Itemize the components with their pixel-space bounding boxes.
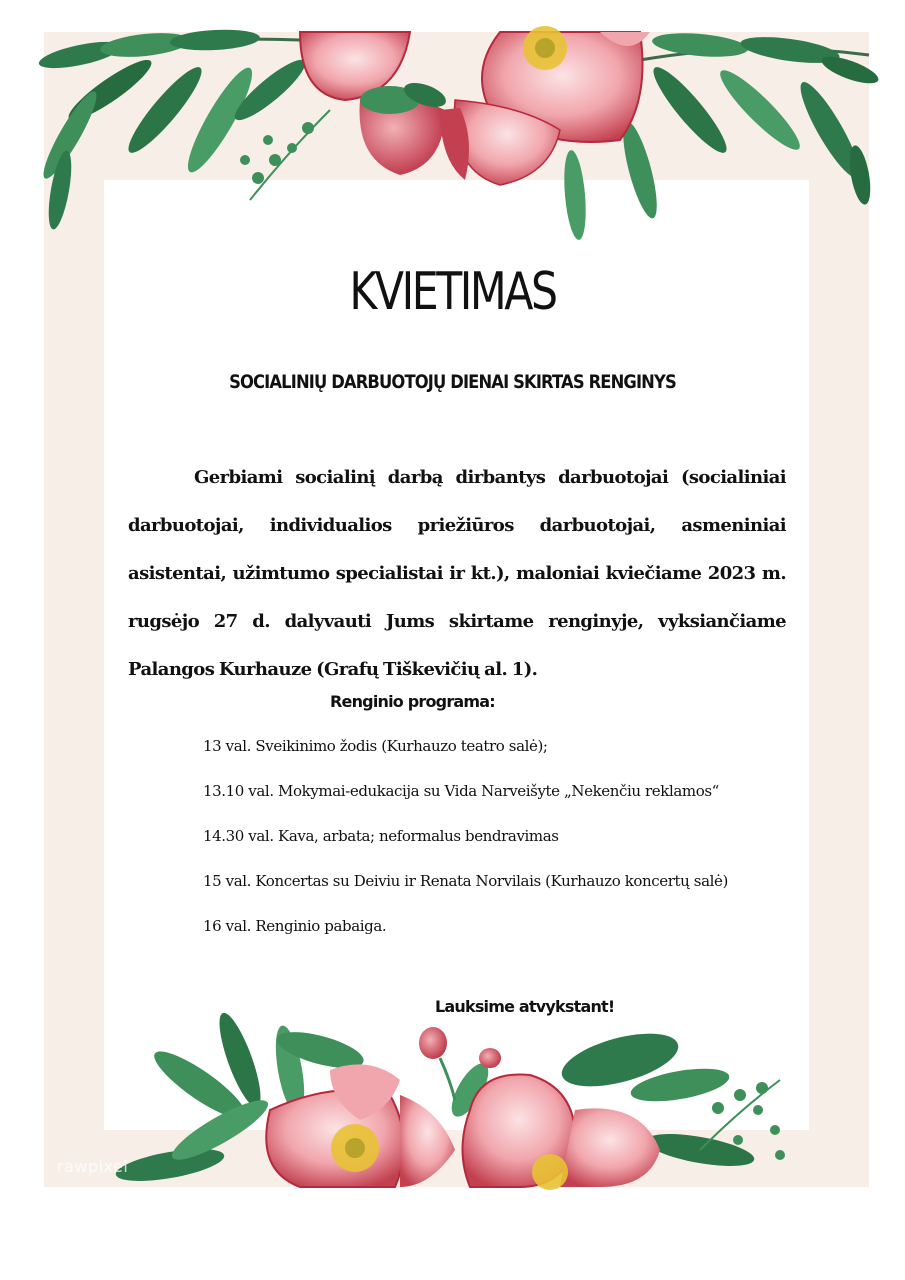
program-item: 13 val. Sveikinimo žodis (Kurhauzo teatro salė); bbox=[203, 737, 548, 755]
event-subtitle: SOCIALINIŲ DARBUOTOJŲ DIENAI SKIRTAS RENGINYS bbox=[229, 371, 676, 393]
bottom-garland bbox=[114, 1009, 785, 1190]
watermark: rawpixel bbox=[57, 1157, 129, 1176]
program-item: 13.10 val. Mokymai-edukacija su Vida Narveišyte „Nekenčiu reklamos“ bbox=[203, 782, 719, 800]
closing-line: Lauksime atvykstant! bbox=[435, 997, 615, 1016]
invitation-body: Gerbiami socialinį darbą dirbantys darbuotojai (socialiniai darbuotojai, individualios priežiūros darbuotojai, asmeniniai asistentai, užimtumo specialistai ir kt.), maloniai kviečiame 2023 m. rugsėjo 27 d. dalyvauti Jums skirtame renginyje, vyksiančiame Palangos Kurhauze (Grafų Tiškevičių al. 1). bbox=[128, 467, 786, 680]
berry-sprig-icon bbox=[240, 110, 330, 200]
program-item: 15 val. Koncertas su Deiviu ir Renata Norvilais (Kurhauzo koncertų salė) bbox=[203, 872, 728, 890]
program-heading: Renginio programa: bbox=[330, 692, 495, 711]
hellebore-flower-icon bbox=[300, 26, 650, 185]
program-item: 14.30 val. Kava, arbata; neformalus bendravimas bbox=[203, 827, 559, 845]
top-garland bbox=[36, 26, 881, 241]
leaf-sprig-icon bbox=[36, 28, 311, 231]
program-item: 16 val. Renginio pabaiga. bbox=[203, 917, 387, 935]
invitation-title: KVIETIMAS bbox=[349, 262, 556, 322]
program-list bbox=[203, 736, 728, 961]
